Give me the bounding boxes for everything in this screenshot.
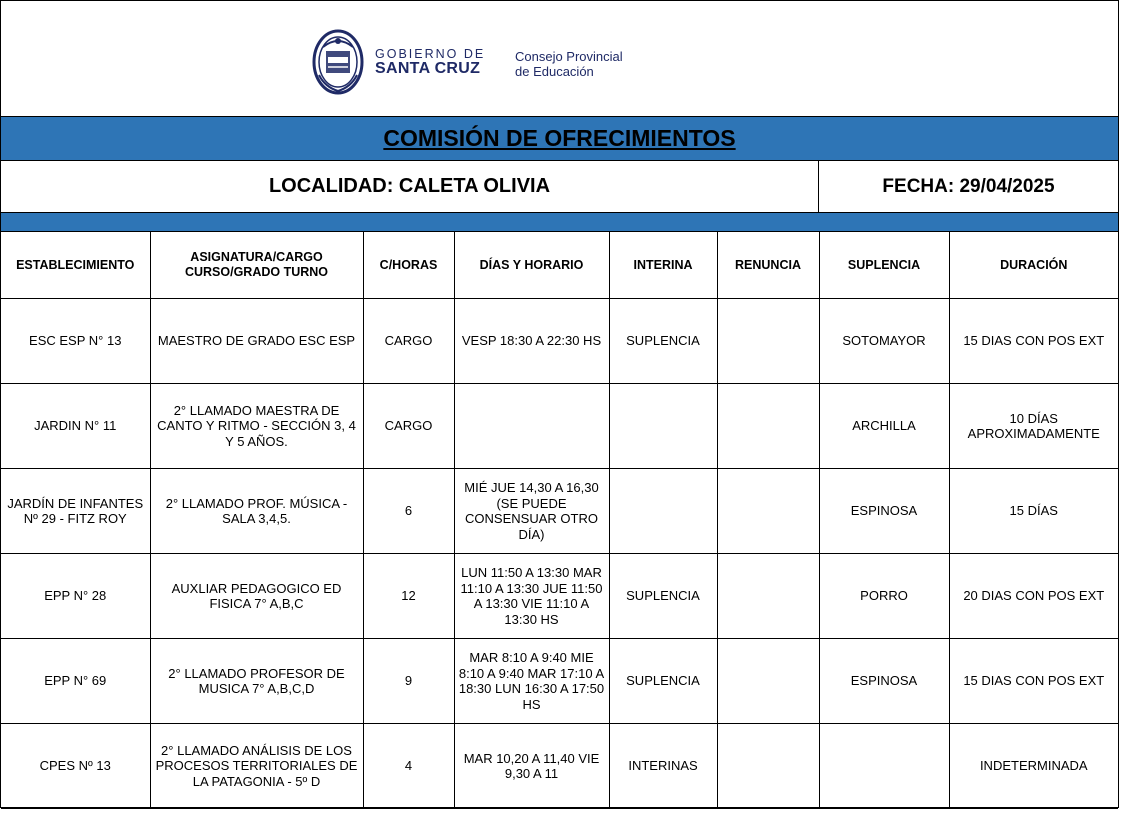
- cell-substitution: [819, 724, 949, 809]
- cell-subject: 2° LLAMADO MAESTRA DE CANTO Y RITMO - SECCIÓN 3, 4 Y 5 AÑOS.: [150, 384, 363, 469]
- logo-header: [1, 1, 1118, 116]
- column-header-substitution: SUPLENCIA: [819, 232, 949, 299]
- offers-table: [1, 232, 1118, 809]
- cell-schedule: [454, 384, 609, 469]
- table-row: [1, 724, 1118, 809]
- cell-hours: 4: [363, 724, 454, 809]
- cell-establishment: JARDÍN DE INFANTES Nº 29 - FITZ ROY: [1, 469, 150, 554]
- council-name-line1: Consejo Provincial: [515, 49, 623, 64]
- table-row: [1, 639, 1118, 724]
- cell-hours: CARGO: [363, 299, 454, 384]
- cell-subject: AUXLIAR PEDAGOGICO ED FISICA 7° A,B,C: [150, 554, 363, 639]
- cell-schedule: VESP 18:30 A 22:30 HS: [454, 299, 609, 384]
- cell-substitution: PORRO: [819, 554, 949, 639]
- cell-interim: SUPLENCIA: [609, 554, 717, 639]
- locality-label: LOCALIDAD: CALETA OLIVIA: [1, 161, 819, 212]
- cell-duration: 20 DIAS CON POS EXT: [949, 554, 1118, 639]
- cell-duration: 15 DIAS CON POS EXT: [949, 299, 1118, 384]
- cell-duration: 15 DIAS CON POS EXT: [949, 639, 1118, 724]
- cell-duration: 15 DÍAS: [949, 469, 1118, 554]
- separator-strip: [1, 213, 1118, 232]
- council-name: [515, 49, 623, 79]
- cell-duration: INDETERMINADA: [949, 724, 1118, 809]
- cell-establishment: ESC ESP N° 13: [1, 299, 150, 384]
- cell-establishment: CPES Nº 13: [1, 724, 150, 809]
- cell-substitution: ESPINOSA: [819, 639, 949, 724]
- cell-schedule: MIÉ JUE 14,30 A 16,30 (SE PUEDE CONSENSUAR OTRO DÍA): [454, 469, 609, 554]
- government-name-line1: GOBIERNO DE: [375, 47, 486, 61]
- column-header-establishment: ESTABLECIMIENTO: [1, 232, 150, 299]
- cell-interim: [609, 384, 717, 469]
- title-bar: [1, 116, 1118, 161]
- cell-resignation: [717, 724, 819, 809]
- cell-substitution: ESPINOSA: [819, 469, 949, 554]
- cell-duration: 10 DÍAS APROXIMADAMENTE: [949, 384, 1118, 469]
- column-header-schedule: DÍAS Y HORARIO: [454, 232, 609, 299]
- cell-resignation: [717, 384, 819, 469]
- cell-resignation: [717, 554, 819, 639]
- date-label: FECHA: 29/04/2025: [882, 175, 1055, 197]
- cell-interim: INTERINAS: [609, 724, 717, 809]
- cell-subject: MAESTRO DE GRADO ESC ESP: [150, 299, 363, 384]
- column-header-subject: ASIGNATURA/CARGO CURSO/GRADO TURNO: [150, 232, 363, 299]
- table-header-row: [1, 232, 1118, 299]
- cell-hours: CARGO: [363, 384, 454, 469]
- cell-substitution: SOTOMAYOR: [819, 299, 949, 384]
- cell-schedule: LUN 11:50 A 13:30 MAR 11:10 A 13:30 JUE 11:50 A 13:30 VIE 11:10 A 13:30 HS: [454, 554, 609, 639]
- column-header-duration: DURACIÓN: [949, 232, 1118, 299]
- council-name-line2: de Educación: [515, 64, 594, 79]
- column-header-resignation: RENUNCIA: [717, 232, 819, 299]
- cell-schedule: MAR 8:10 A 9:40 MIE 8:10 A 9:40 MAR 17:10 A 18:30 LUN 16:30 A 17:50 HS: [454, 639, 609, 724]
- cell-schedule: MAR 10,20 A 11,40 VIE 9,30 A 11: [454, 724, 609, 809]
- cell-hours: 6: [363, 469, 454, 554]
- cell-establishment: EPP N° 28: [1, 554, 150, 639]
- table-row: [1, 554, 1118, 639]
- locality-row: [1, 161, 1118, 213]
- cell-subject: 2° LLAMADO ANÁLISIS DE LOS PROCESOS TERRITORIALES DE LA PATAGONIA - 5º D: [150, 724, 363, 809]
- table-row: [1, 299, 1118, 384]
- table-row: [1, 469, 1118, 554]
- column-header-interim: INTERINA: [609, 232, 717, 299]
- cell-subject: 2° LLAMADO PROF. MÚSICA - SALA 3,4,5.: [150, 469, 363, 554]
- cell-hours: 9: [363, 639, 454, 724]
- table-row: [1, 384, 1118, 469]
- cell-interim: SUPLENCIA: [609, 639, 717, 724]
- cell-resignation: [717, 299, 819, 384]
- government-name-line2: SANTA CRUZ: [375, 60, 481, 77]
- cell-interim: [609, 469, 717, 554]
- cell-substitution: ARCHILLA: [819, 384, 949, 469]
- column-header-hours: C/HORAS: [363, 232, 454, 299]
- cell-establishment: EPP N° 69: [1, 639, 150, 724]
- cell-establishment: JARDIN N° 11: [1, 384, 150, 469]
- cell-interim: SUPLENCIA: [609, 299, 717, 384]
- page-title: COMISIÓN DE OFRECIMIENTOS: [383, 125, 736, 151]
- provincial-seal-icon: [311, 27, 365, 97]
- cell-resignation: [717, 639, 819, 724]
- cell-subject: 2° LLAMADO PROFESOR DE MUSICA 7° A,B,C,D: [150, 639, 363, 724]
- cell-resignation: [717, 469, 819, 554]
- cell-hours: 12: [363, 554, 454, 639]
